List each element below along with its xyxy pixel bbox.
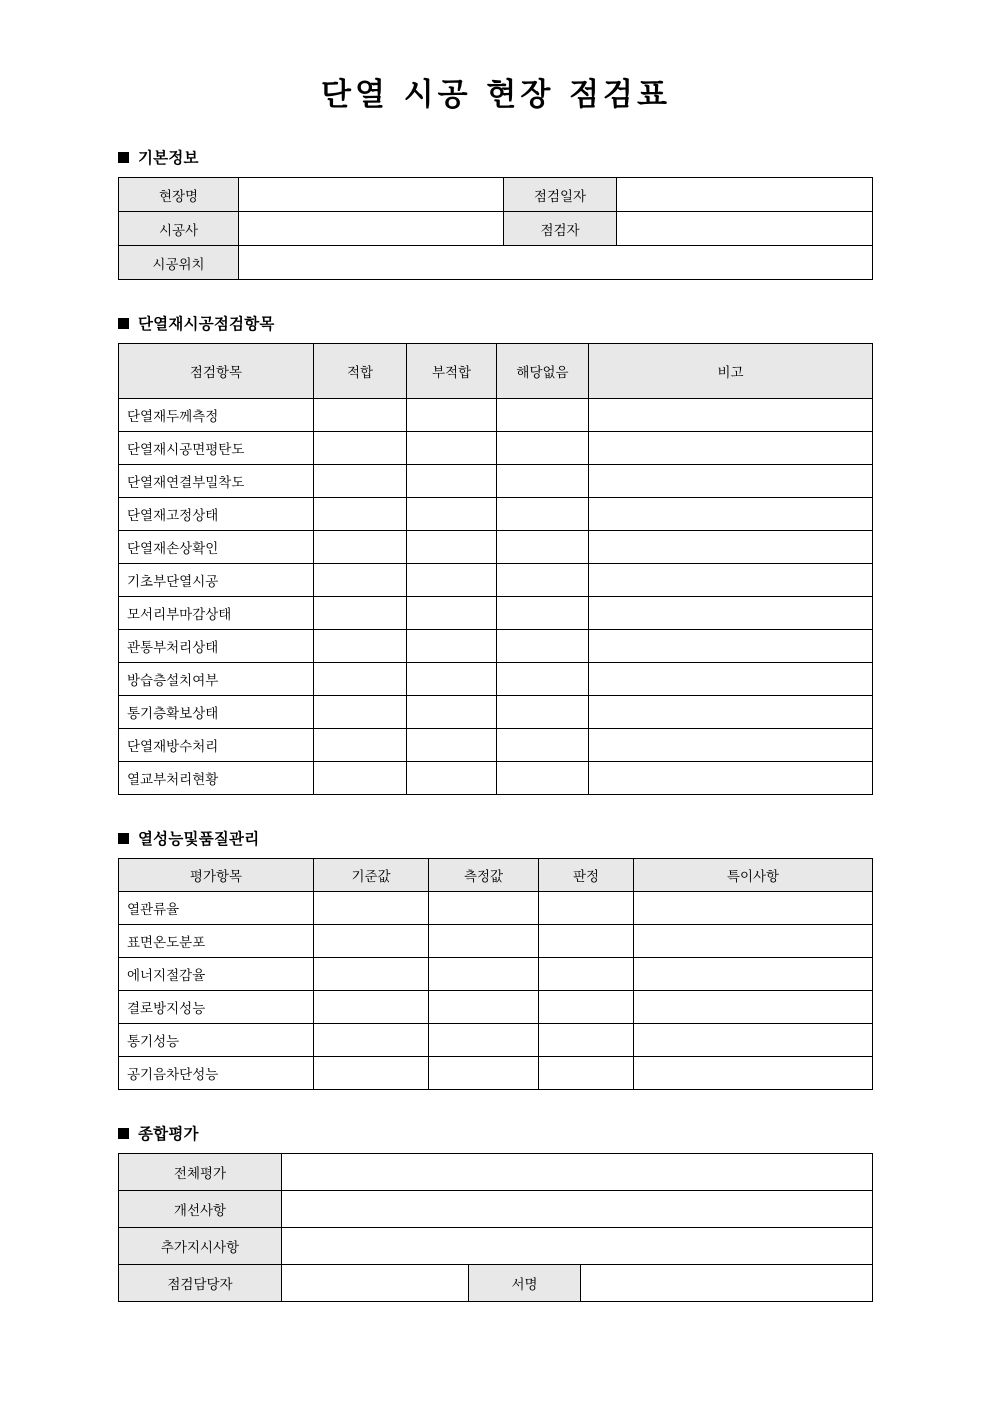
checklist-fail-cell[interactable] <box>407 696 497 729</box>
column-header-special-note: 특이사항 <box>634 859 873 892</box>
section-basic-info <box>0 146 992 280</box>
checklist-pass-cell[interactable] <box>314 630 407 663</box>
checklist-fail-cell[interactable] <box>407 729 497 762</box>
checklist-item-label: 단열재연결부밀착도 <box>119 465 314 498</box>
thermal-note-cell[interactable] <box>634 958 873 991</box>
checklist-na-cell[interactable] <box>497 663 589 696</box>
checklist-fail-cell[interactable] <box>407 663 497 696</box>
section-heading-label: 종합평가 <box>138 1125 199 1144</box>
checklist-fail-cell[interactable] <box>407 597 497 630</box>
thermal-item-label: 표면온도분포 <box>119 925 314 958</box>
thermal-measured-cell[interactable] <box>429 1024 539 1057</box>
checklist-na-cell[interactable] <box>497 597 589 630</box>
table-row <box>119 925 873 958</box>
checklist-item-label: 기초부단열시공 <box>119 564 314 597</box>
table-row <box>119 991 873 1024</box>
section-checklist <box>0 312 992 795</box>
checklist-pass-cell[interactable] <box>314 564 407 597</box>
table-header-row <box>119 859 873 892</box>
checklist-fail-cell[interactable] <box>407 432 497 465</box>
column-header-evaluation-item: 평가항목 <box>119 859 314 892</box>
field-label-inspector: 점검자 <box>504 212 617 246</box>
thermal-judgement-cell[interactable] <box>539 1024 634 1057</box>
table-row <box>119 696 873 729</box>
thermal-measured-cell[interactable] <box>429 925 539 958</box>
thermal-item-label: 열관류율 <box>119 892 314 925</box>
field-label-overall-assessment: 전체평가 <box>119 1154 282 1191</box>
field-value-signature[interactable] <box>581 1265 873 1302</box>
section-heading-checklist <box>118 312 992 334</box>
checklist-remark-cell[interactable] <box>589 465 873 498</box>
column-header-item: 점검항목 <box>119 344 314 399</box>
field-label-contractor: 시공사 <box>119 212 239 246</box>
thermal-standard-cell[interactable] <box>314 1024 429 1057</box>
table-row <box>119 630 873 663</box>
checklist-fail-cell[interactable] <box>407 531 497 564</box>
checklist-item-label: 관통부처리상태 <box>119 630 314 663</box>
checklist-pass-cell[interactable] <box>314 729 407 762</box>
square-bullet-icon <box>118 152 129 163</box>
field-value-work-location[interactable] <box>239 246 873 280</box>
thermal-note-cell[interactable] <box>634 1024 873 1057</box>
table-row <box>119 432 873 465</box>
field-value-additional-instructions[interactable] <box>282 1228 873 1265</box>
thermal-item-label: 공기음차단성능 <box>119 1057 314 1090</box>
table-row <box>119 465 873 498</box>
checklist-remark-cell[interactable] <box>589 399 873 432</box>
checklist-item-label: 모서리부마감상태 <box>119 597 314 630</box>
checklist-pass-cell[interactable] <box>314 432 407 465</box>
table-row <box>119 597 873 630</box>
thermal-judgement-cell[interactable] <box>539 892 634 925</box>
thermal-note-cell[interactable] <box>634 1057 873 1090</box>
table-row <box>119 498 873 531</box>
field-value-contractor[interactable] <box>239 212 504 246</box>
table-row <box>119 246 873 280</box>
table-row <box>119 892 873 925</box>
field-value-improvements[interactable] <box>282 1191 873 1228</box>
field-value-overall-assessment[interactable] <box>282 1154 873 1191</box>
table-row <box>119 1228 873 1265</box>
section-heading-label: 단열재시공점검항목 <box>138 315 275 334</box>
checklist-remark-cell[interactable] <box>589 630 873 663</box>
checklist-remark-cell[interactable] <box>589 498 873 531</box>
checklist-table <box>118 343 873 795</box>
column-header-not-applicable: 해당없음 <box>497 344 589 399</box>
checklist-remark-cell[interactable] <box>589 432 873 465</box>
field-label-signature: 서명 <box>469 1265 581 1302</box>
thermal-note-cell[interactable] <box>634 892 873 925</box>
thermal-item-label: 통기성능 <box>119 1024 314 1057</box>
thermal-item-label: 결로방지성능 <box>119 991 314 1024</box>
checklist-na-cell[interactable] <box>497 498 589 531</box>
checklist-remark-cell[interactable] <box>589 663 873 696</box>
checklist-remark-cell[interactable] <box>589 564 873 597</box>
thermal-standard-cell[interactable] <box>314 892 429 925</box>
checklist-item-label: 방습층설치여부 <box>119 663 314 696</box>
checklist-na-cell[interactable] <box>497 762 589 795</box>
checklist-pass-cell[interactable] <box>314 762 407 795</box>
thermal-measured-cell[interactable] <box>429 991 539 1024</box>
checklist-remark-cell[interactable] <box>589 696 873 729</box>
checklist-item-label: 단열재두께측정 <box>119 399 314 432</box>
table-header-row <box>119 344 873 399</box>
checklist-na-cell[interactable] <box>497 630 589 663</box>
section-heading-basic-info <box>118 146 992 168</box>
column-header-judgement: 판정 <box>539 859 634 892</box>
section-heading-label: 기본정보 <box>138 149 199 168</box>
table-row <box>119 1057 873 1090</box>
checklist-item-label: 단열재손상확인 <box>119 531 314 564</box>
thermal-standard-cell[interactable] <box>314 925 429 958</box>
overall-evaluation-table <box>118 1153 873 1302</box>
square-bullet-icon <box>118 1128 129 1139</box>
checklist-fail-cell[interactable] <box>407 762 497 795</box>
thermal-standard-cell[interactable] <box>314 991 429 1024</box>
field-value-site-name[interactable] <box>239 178 504 212</box>
thermal-measured-cell[interactable] <box>429 892 539 925</box>
thermal-judgement-cell[interactable] <box>539 958 634 991</box>
page-title: 단열 시공 현장 점검표 <box>321 77 671 113</box>
thermal-judgement-cell[interactable] <box>539 991 634 1024</box>
field-label-work-location: 시공위치 <box>119 246 239 280</box>
table-row <box>119 663 873 696</box>
field-value-inspector[interactable] <box>617 212 873 246</box>
table-row <box>119 564 873 597</box>
table-row <box>119 212 873 246</box>
column-header-pass: 적합 <box>314 344 407 399</box>
section-overall-evaluation <box>0 1122 992 1302</box>
checklist-fail-cell[interactable] <box>407 498 497 531</box>
checklist-pass-cell[interactable] <box>314 696 407 729</box>
column-header-standard-value: 기준값 <box>314 859 429 892</box>
checklist-na-cell[interactable] <box>497 465 589 498</box>
checklist-remark-cell[interactable] <box>589 531 873 564</box>
checklist-pass-cell[interactable] <box>314 531 407 564</box>
checklist-remark-cell[interactable] <box>589 729 873 762</box>
checklist-pass-cell[interactable] <box>314 399 407 432</box>
checklist-fail-cell[interactable] <box>407 564 497 597</box>
checklist-item-label: 열교부처리현황 <box>119 762 314 795</box>
square-bullet-icon <box>118 833 129 844</box>
checklist-pass-cell[interactable] <box>314 663 407 696</box>
thermal-performance-table <box>118 858 873 1090</box>
section-heading-label: 열성능및품질관리 <box>138 830 260 849</box>
table-row <box>119 762 873 795</box>
thermal-note-cell[interactable] <box>634 991 873 1024</box>
thermal-note-cell[interactable] <box>634 925 873 958</box>
checklist-fail-cell[interactable] <box>407 399 497 432</box>
thermal-measured-cell[interactable] <box>429 958 539 991</box>
field-label-improvements: 개선사항 <box>119 1191 282 1228</box>
checklist-remark-cell[interactable] <box>589 762 873 795</box>
column-header-measured-value: 측정값 <box>429 859 539 892</box>
checklist-pass-cell[interactable] <box>314 597 407 630</box>
table-row <box>119 531 873 564</box>
table-row <box>119 729 873 762</box>
square-bullet-icon <box>118 318 129 329</box>
checklist-item-label: 단열재시공면평탄도 <box>119 432 314 465</box>
table-row <box>119 1154 873 1191</box>
section-heading-overall <box>118 1122 992 1144</box>
field-label-additional-instructions: 추가지시사항 <box>119 1228 282 1265</box>
table-row <box>119 1265 873 1302</box>
checklist-pass-cell[interactable] <box>314 498 407 531</box>
basic-info-table <box>118 177 873 280</box>
checklist-na-cell[interactable] <box>497 729 589 762</box>
table-row <box>119 178 873 212</box>
checklist-fail-cell[interactable] <box>407 465 497 498</box>
table-row <box>119 399 873 432</box>
field-label-inspector-in-charge: 점검담당자 <box>119 1265 282 1302</box>
section-heading-thermal <box>118 827 992 849</box>
checklist-na-cell[interactable] <box>497 696 589 729</box>
checklist-pass-cell[interactable] <box>314 465 407 498</box>
checklist-na-cell[interactable] <box>497 432 589 465</box>
table-row <box>119 1191 873 1228</box>
field-label-site-name: 현장명 <box>119 178 239 212</box>
thermal-standard-cell[interactable] <box>314 958 429 991</box>
field-value-inspector-in-charge[interactable] <box>282 1265 469 1302</box>
column-header-remark: 비고 <box>589 344 873 399</box>
thermal-item-label: 에너지절감율 <box>119 958 314 991</box>
checklist-fail-cell[interactable] <box>407 630 497 663</box>
checklist-na-cell[interactable] <box>497 399 589 432</box>
checklist-na-cell[interactable] <box>497 531 589 564</box>
thermal-standard-cell[interactable] <box>314 1057 429 1090</box>
table-row <box>119 1024 873 1057</box>
section-thermal-performance <box>0 827 992 1090</box>
checklist-na-cell[interactable] <box>497 564 589 597</box>
field-label-inspection-date: 점검일자 <box>504 178 617 212</box>
thermal-measured-cell[interactable] <box>429 1057 539 1090</box>
checklist-item-label: 단열재방수처리 <box>119 729 314 762</box>
table-row <box>119 958 873 991</box>
thermal-judgement-cell[interactable] <box>539 925 634 958</box>
checklist-remark-cell[interactable] <box>589 597 873 630</box>
column-header-fail: 부적합 <box>407 344 497 399</box>
thermal-judgement-cell[interactable] <box>539 1057 634 1090</box>
checklist-item-label: 통기층확보상태 <box>119 696 314 729</box>
checklist-item-label: 단열재고정상태 <box>119 498 314 531</box>
field-value-inspection-date[interactable] <box>617 178 873 212</box>
